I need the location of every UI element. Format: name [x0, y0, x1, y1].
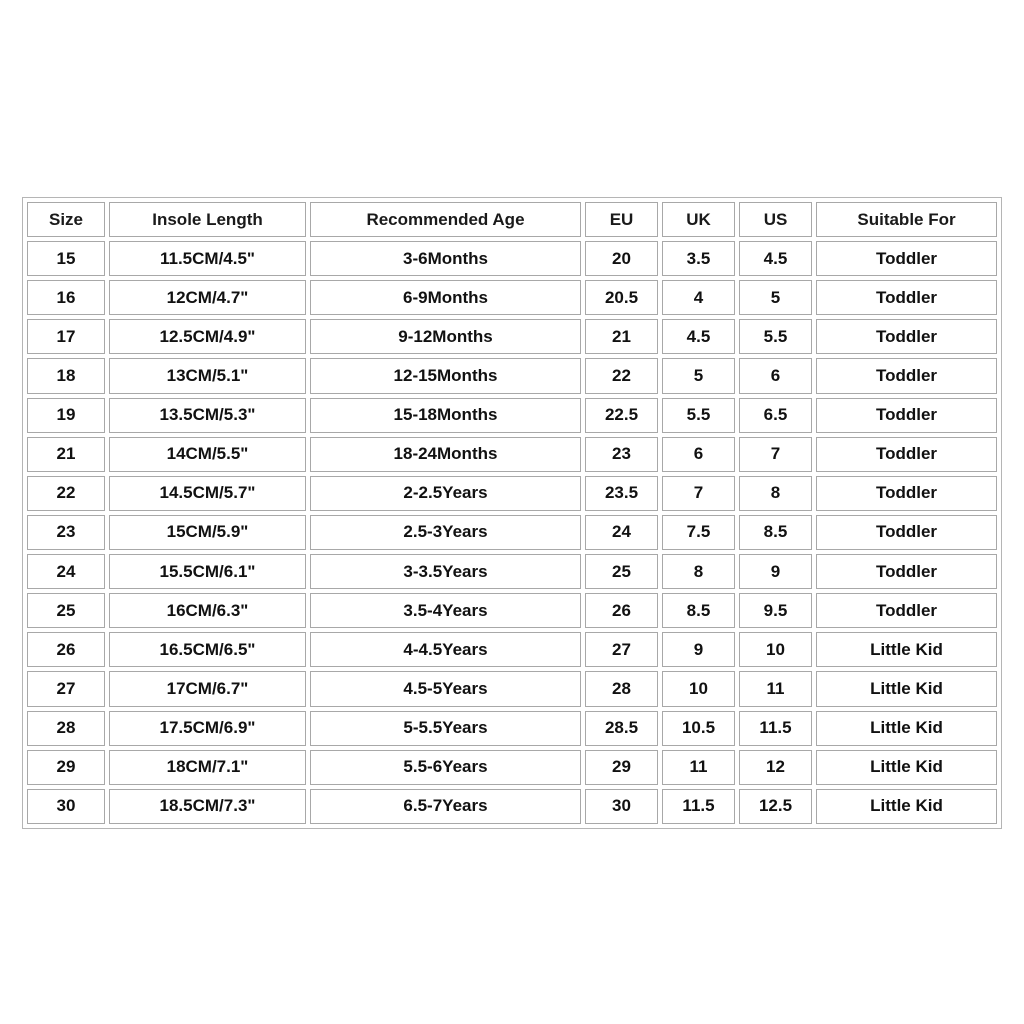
cell-size: 29: [27, 750, 105, 785]
table-row: [27, 319, 997, 354]
cell-us: 6.5: [739, 398, 812, 433]
cell-insole-length: 17.5CM/6.9": [109, 711, 306, 746]
cell-recommended-age: 18-24Months: [310, 437, 581, 472]
header-uk: UK: [662, 202, 735, 237]
table-row: [27, 750, 997, 785]
table-row: [27, 711, 997, 746]
cell-eu: 20: [585, 241, 658, 276]
table-row: [27, 671, 997, 706]
cell-eu: 23.5: [585, 476, 658, 511]
cell-us: 4.5: [739, 241, 812, 276]
cell-eu: 24: [585, 515, 658, 550]
table-row: [27, 241, 997, 276]
header-recommended-age: Recommended Age: [310, 202, 581, 237]
cell-eu: 29: [585, 750, 658, 785]
cell-insole-length: 16.5CM/6.5": [109, 632, 306, 667]
table-body: [27, 241, 997, 824]
cell-us: 9.5: [739, 593, 812, 628]
cell-us: 11: [739, 671, 812, 706]
cell-insole-length: 12.5CM/4.9": [109, 319, 306, 354]
cell-us: 8: [739, 476, 812, 511]
cell-size: 21: [27, 437, 105, 472]
cell-recommended-age: 9-12Months: [310, 319, 581, 354]
cell-size: 26: [27, 632, 105, 667]
cell-us: 8.5: [739, 515, 812, 550]
cell-suitable-for: Little Kid: [816, 750, 997, 785]
cell-recommended-age: 4.5-5Years: [310, 671, 581, 706]
cell-uk: 5.5: [662, 398, 735, 433]
cell-uk: 3.5: [662, 241, 735, 276]
cell-recommended-age: 4-4.5Years: [310, 632, 581, 667]
cell-suitable-for: Little Kid: [816, 711, 997, 746]
cell-size: 15: [27, 241, 105, 276]
cell-recommended-age: 3-3.5Years: [310, 554, 581, 589]
header-size: Size: [27, 202, 105, 237]
cell-eu: 25: [585, 554, 658, 589]
cell-us: 5: [739, 280, 812, 315]
cell-recommended-age: 2.5-3Years: [310, 515, 581, 550]
cell-insole-length: 18CM/7.1": [109, 750, 306, 785]
table-row: [27, 789, 997, 824]
cell-eu: 22.5: [585, 398, 658, 433]
cell-uk: 4.5: [662, 319, 735, 354]
header-suitable-for: Suitable For: [816, 202, 997, 237]
cell-uk: 7: [662, 476, 735, 511]
cell-us: 5.5: [739, 319, 812, 354]
cell-uk: 8: [662, 554, 735, 589]
cell-insole-length: 17CM/6.7": [109, 671, 306, 706]
cell-size: 19: [27, 398, 105, 433]
cell-size: 18: [27, 358, 105, 393]
cell-insole-length: 15CM/5.9": [109, 515, 306, 550]
cell-recommended-age: 2-2.5Years: [310, 476, 581, 511]
cell-suitable-for: Toddler: [816, 476, 997, 511]
cell-recommended-age: 6.5-7Years: [310, 789, 581, 824]
table-row: [27, 593, 997, 628]
header-insole-length: Insole Length: [109, 202, 306, 237]
cell-insole-length: 18.5CM/7.3": [109, 789, 306, 824]
size-chart-table: [22, 197, 1002, 829]
cell-eu: 20.5: [585, 280, 658, 315]
cell-uk: 11: [662, 750, 735, 785]
cell-insole-length: 12CM/4.7": [109, 280, 306, 315]
cell-suitable-for: Toddler: [816, 319, 997, 354]
cell-size: 17: [27, 319, 105, 354]
cell-recommended-age: 3.5-4Years: [310, 593, 581, 628]
cell-eu: 28.5: [585, 711, 658, 746]
cell-uk: 10: [662, 671, 735, 706]
cell-eu: 28: [585, 671, 658, 706]
cell-uk: 8.5: [662, 593, 735, 628]
cell-suitable-for: Toddler: [816, 515, 997, 550]
table-row: [27, 358, 997, 393]
cell-insole-length: 13CM/5.1": [109, 358, 306, 393]
cell-suitable-for: Toddler: [816, 554, 997, 589]
cell-eu: 23: [585, 437, 658, 472]
cell-insole-length: 13.5CM/5.3": [109, 398, 306, 433]
table-header-row: [27, 202, 997, 237]
cell-suitable-for: Little Kid: [816, 789, 997, 824]
cell-us: 11.5: [739, 711, 812, 746]
table-row: [27, 398, 997, 433]
cell-recommended-age: 3-6Months: [310, 241, 581, 276]
cell-recommended-age: 5.5-6Years: [310, 750, 581, 785]
cell-size: 30: [27, 789, 105, 824]
cell-us: 9: [739, 554, 812, 589]
cell-size: 25: [27, 593, 105, 628]
cell-recommended-age: 6-9Months: [310, 280, 581, 315]
cell-uk: 10.5: [662, 711, 735, 746]
cell-uk: 4: [662, 280, 735, 315]
cell-eu: 27: [585, 632, 658, 667]
header-us: US: [739, 202, 812, 237]
cell-uk: 11.5: [662, 789, 735, 824]
cell-eu: 21: [585, 319, 658, 354]
cell-us: 12: [739, 750, 812, 785]
cell-insole-length: 14.5CM/5.7": [109, 476, 306, 511]
cell-suitable-for: Little Kid: [816, 671, 997, 706]
cell-suitable-for: Little Kid: [816, 632, 997, 667]
cell-recommended-age: 12-15Months: [310, 358, 581, 393]
cell-recommended-age: 5-5.5Years: [310, 711, 581, 746]
cell-suitable-for: Toddler: [816, 398, 997, 433]
cell-uk: 6: [662, 437, 735, 472]
table-row: [27, 515, 997, 550]
cell-eu: 30: [585, 789, 658, 824]
cell-uk: 7.5: [662, 515, 735, 550]
cell-size: 22: [27, 476, 105, 511]
cell-size: 24: [27, 554, 105, 589]
cell-insole-length: 14CM/5.5": [109, 437, 306, 472]
cell-size: 27: [27, 671, 105, 706]
cell-suitable-for: Toddler: [816, 593, 997, 628]
cell-eu: 26: [585, 593, 658, 628]
cell-us: 7: [739, 437, 812, 472]
table-row: [27, 632, 997, 667]
cell-insole-length: 16CM/6.3": [109, 593, 306, 628]
table-row: [27, 554, 997, 589]
cell-insole-length: 11.5CM/4.5": [109, 241, 306, 276]
table-row: [27, 476, 997, 511]
cell-size: 16: [27, 280, 105, 315]
header-eu: EU: [585, 202, 658, 237]
cell-size: 23: [27, 515, 105, 550]
cell-recommended-age: 15-18Months: [310, 398, 581, 433]
cell-suitable-for: Toddler: [816, 437, 997, 472]
cell-uk: 5: [662, 358, 735, 393]
cell-insole-length: 15.5CM/6.1": [109, 554, 306, 589]
table-row: [27, 437, 997, 472]
cell-size: 28: [27, 711, 105, 746]
table-row: [27, 280, 997, 315]
cell-uk: 9: [662, 632, 735, 667]
cell-suitable-for: Toddler: [816, 241, 997, 276]
cell-us: 6: [739, 358, 812, 393]
cell-suitable-for: Toddler: [816, 358, 997, 393]
cell-us: 12.5: [739, 789, 812, 824]
cell-suitable-for: Toddler: [816, 280, 997, 315]
cell-eu: 22: [585, 358, 658, 393]
cell-us: 10: [739, 632, 812, 667]
